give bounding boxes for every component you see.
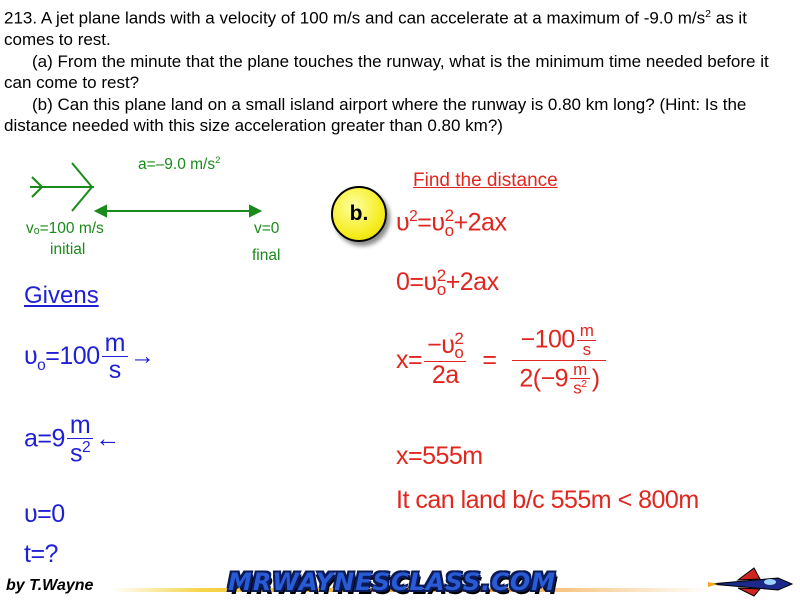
part-b-badge: b. [331, 186, 387, 242]
kinematic-equation: $\upsilon^2=\upsilon$ 2 o +2ax [396, 206, 507, 240]
given-final-velocity: υ=0 [24, 500, 65, 528]
problem-part-b: (b) Can this plane land on a small island airport where the runway is 0.80 km long? (Hint: Is the distance needed with this size acceleration greater than 0.80 km?) [4, 94, 747, 136]
givens-title: Givens [24, 282, 99, 309]
problem-part-a: (a) From the minute that the plane touches the runway, what is the minimum time needed before it can come to rest? [4, 51, 769, 93]
initial-velocity-label: vₒ=100 m/s [26, 220, 104, 237]
solution-heading: Find the distance [413, 170, 558, 191]
given-acceleration: a=9 $\frac{m}{s^2}$ ← [24, 411, 120, 468]
problem-statement [4, 4, 796, 137]
solved-equation: x= −υ 2 o 2a = −100 $\frac{m}{s}$ 2(−9 $\frac{m}{s^2}$ ) [396, 322, 608, 399]
given-initial-velocity: $\upsilon_o=100$ $\frac{m}{s}$ → [24, 329, 155, 385]
symbolic-fraction: −υ 2 o 2a [424, 332, 466, 389]
given-time: t=? [24, 540, 58, 568]
final-velocity-label: v=0 [254, 220, 280, 237]
author-credit: by T.Wayne [6, 577, 94, 594]
initial-label: initial [50, 241, 86, 258]
conclusion: It can land b/c 555m < 800m [396, 486, 699, 514]
final-label: final [252, 247, 281, 264]
distance-result: x=555m [396, 442, 483, 470]
plane-icon [30, 163, 94, 211]
acceleration-label: a=–9.0 $m/s^2$ [138, 155, 221, 174]
substituted-equation: 0=υ 2 o +2ax [396, 265, 499, 300]
unit-fraction: $\frac{m}{s^2}$ [67, 412, 93, 468]
site-logo: MRWAYNESCLASS.COM [228, 568, 557, 596]
problem-intro: 213. A jet plane lands with a velocity of 100 m/s and can accelerate at a maximum of -9.0 $m/s^2$ as it comes to rest. [4, 8, 747, 50]
rocket-icon [708, 566, 794, 598]
displacement-arrow [96, 206, 260, 216]
unit-fraction: $\frac{m}{s}$ [102, 330, 128, 385]
numeric-fraction: −100 $\frac{m}{s}$ 2(−9 $\frac{m}{s^2}$ ) [512, 322, 606, 399]
